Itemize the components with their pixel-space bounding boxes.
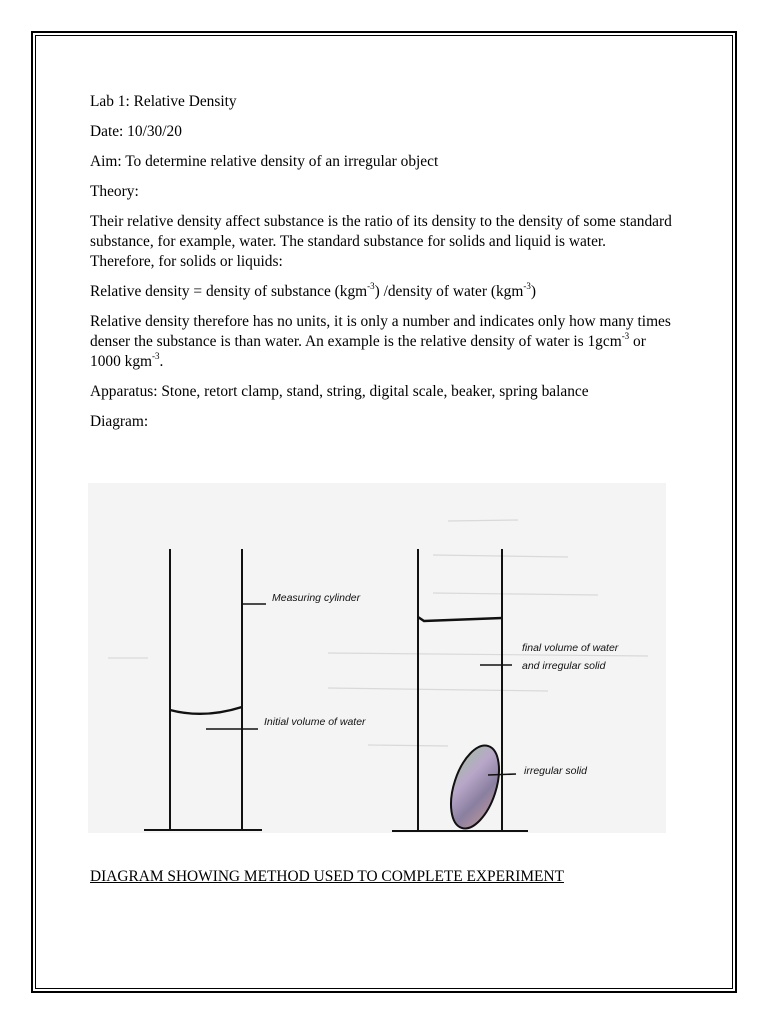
theory-heading: Theory: (90, 183, 139, 200)
lab-date: Date: 10/30/20 (90, 123, 182, 140)
diagram-caption: DIAGRAM SHOWING METHOD USED TO COMPLETE EXPERIMENT (90, 868, 564, 885)
label-irregular-solid: irregular solid (524, 765, 588, 777)
diagram-heading: Diagram: (90, 413, 149, 430)
theory-paragraph: Their relative density affect substance is the ratio of its density to the density of some standard substance, for example, water. The standard substance for solids and liquid is water. Therefore, for solids or liquids: (90, 213, 672, 270)
label-final-volume-line2: and irregular solid (522, 660, 606, 672)
label-final-volume-line1: final volume of water (522, 642, 619, 654)
experiment-diagram (88, 483, 666, 833)
label-measuring-cylinder: Measuring cylinder (272, 592, 361, 604)
lab-title: Lab 1: Relative Density (90, 93, 237, 110)
label-initial-volume: Initial volume of water (264, 716, 366, 728)
bleed-through-background (108, 520, 648, 746)
irregular-solid-pointer (488, 774, 516, 775)
lab-aim: Aim: To determine relative density of an irregular object (90, 153, 439, 170)
irregular-solid-stone (442, 740, 509, 833)
measuring-cylinder-left (144, 549, 262, 830)
explanation-paragraph: Relative density therefore has no units, it is only a number and indicates only how many times denser the substance is than water. An example is the relative density of water is 1gcm$^{-3}$ or 1000 kgm$^{-3}$. (90, 313, 671, 370)
document-body (90, 92, 672, 442)
formula-line: Relative density = density of substance (kgm$^{-3}$) /density of water (kgm$^{-3}$) (90, 280, 536, 300)
apparatus-line: Apparatus: Stone, retort clamp, stand, string, digital scale, beaker, spring balance (90, 383, 589, 400)
